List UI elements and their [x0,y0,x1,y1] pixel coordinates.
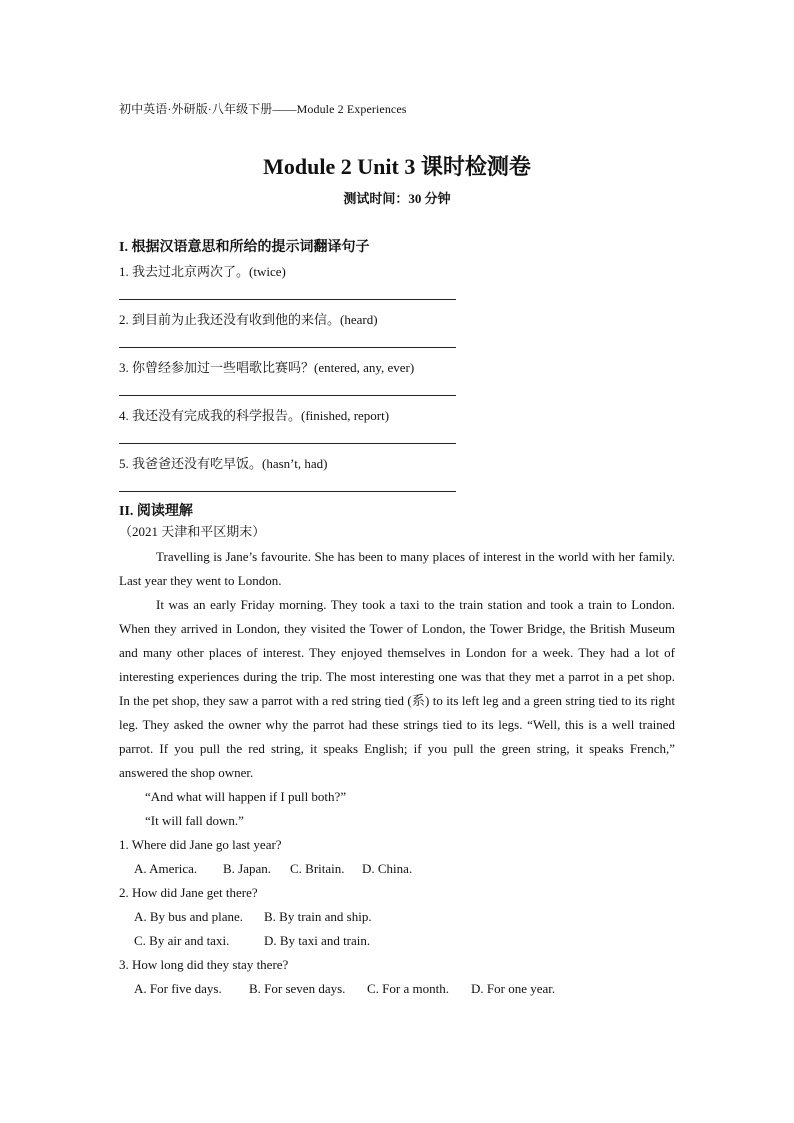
page-title: Module 2 Unit 3 课时检测卷 [263,154,531,179]
question-options [119,857,679,881]
test-duration: 测试时间：30 分钟 [343,191,451,206]
question-options [119,905,679,929]
option-c[interactable]: C. For a month. [367,981,449,996]
question-stem: 2. How did Jane get there? [119,885,258,900]
question-stem: 1. Where did Jane go last year? [119,837,282,852]
reading-passage [119,545,675,833]
translation-item: 5. 我爸爸还没有吃早饭。(hasn’t, had) [119,456,328,471]
question-options [119,929,679,953]
section1-heading: I. 根据汉语意思和所给的提示词翻译句子 [119,240,370,255]
option-d[interactable]: D. By taxi and train. [264,933,371,948]
course-header: 初中英语·外研版·八年级下册——Module 2 Experiences [119,102,407,116]
dialog-line: “It will fall down.” [145,813,244,828]
option-d[interactable]: D. For one year. [471,981,556,996]
answer-line[interactable] [119,347,456,348]
passage-source: （2021 天津和平区期末） [119,524,266,539]
section2-heading: II. 阅读理解 [119,504,193,519]
answer-line[interactable] [119,299,456,300]
translation-item: 4. 我还没有完成我的科学报告。(finished, report) [119,408,390,423]
option-b[interactable]: B. For seven days. [249,981,346,996]
option-c[interactable]: C. Britain. [290,861,345,876]
answer-line[interactable] [119,443,456,444]
answer-line[interactable] [119,491,456,492]
option-a[interactable]: A. America. [134,861,198,876]
option-a[interactable]: A. By bus and plane. [134,909,244,924]
question-options [119,977,679,1001]
question-stem: 3. How long did they stay there? [119,957,289,972]
option-b[interactable]: B. Japan. [223,861,272,876]
option-a[interactable]: A. For five days. [134,981,222,996]
passage-paragraph: Travelling is Jane’s favourite. She has been to many places of interest in the world with her family. Last year they went to London. [119,549,675,588]
option-b[interactable]: B. By train and ship. [264,909,372,924]
passage-paragraph: It was an early Friday morning. They took a taxi to the train station and took a train to London. When they arrived in London, they visited the Tower of London, the Tower Bridge, the British Museum and many other places of interest. They enjoyed themselves in London for a week. They had a lot of interesting experiences during the trip. The most interesting one was that they met a parrot in a pet shop. In the pet shop, they saw a parrot with a red string tied (系) to its left leg and a green string tied to its right leg. They asked the owner why the parrot had these strings tied to its legs. “Well, this is a well trained parrot. If you pull the red string, it speaks English; if you pull the green string, it speaks French,” answered the shop owner. [119,597,675,780]
option-d[interactable]: D. China. [362,861,413,876]
reading-questions [119,833,679,1001]
translation-item: 2. 到目前为止我还没有收到他的来信。(heard) [119,312,378,327]
answer-line[interactable] [119,395,456,396]
dialog-line: “And what will happen if I pull both?” [145,789,347,804]
translation-item: 1. 我去过北京两次了。(twice) [119,264,286,279]
option-c[interactable]: C. By air and taxi. [134,933,230,948]
translation-item: 3. 你曾经参加过一些唱歌比赛吗？(entered, any, ever) [119,360,415,375]
